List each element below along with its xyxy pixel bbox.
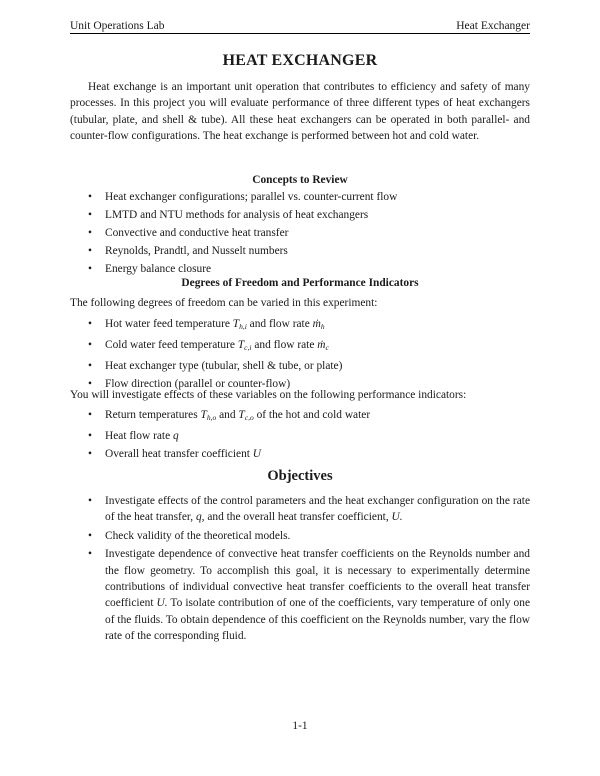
objectives-heading: Objectives [267, 468, 333, 484]
bullet-icon: • [88, 429, 92, 442]
performance-intro: You will investigate effects of these variables on the following performance indicators: [70, 389, 467, 401]
list-item: • Heat exchanger configurations; parallel vs. counter-current flow [70, 189, 530, 205]
list-item: • Hot water feed temperature $T_{h,i}$ and flow rate ṁ$_h$ [88, 318, 325, 331]
list-item: • Reynolds, Prandtl, and Nusselt numbers [70, 243, 530, 259]
list-item: • Overall heat transfer coefficient U [70, 446, 530, 462]
bullet-icon: • [88, 191, 92, 203]
bullet-icon: • [88, 226, 92, 239]
list-item: • Investigate effects of the control parameters and the heat exchanger configuration on the rate of the heat transfer, q, and the overall heat transfer coefficient, U. [88, 495, 530, 524]
bullet-icon: • [88, 409, 92, 421]
page-title: HEAT EXCHANGER [222, 52, 378, 69]
objectives-list [70, 493, 530, 647]
bullet-icon: • [88, 495, 92, 507]
bullet-icon: • [88, 262, 92, 275]
bullet-icon: • [88, 318, 92, 330]
list-item: • Energy balance closure [70, 261, 530, 277]
list-item: • Heat flow rate q [70, 428, 530, 444]
list-item: • Heat exchanger type (tubular, shell & tube, or plate) [70, 358, 530, 374]
bullet-icon: • [88, 548, 92, 561]
list-item: • Convective and conductive heat transfer [70, 225, 530, 241]
bullet-icon: • [88, 244, 92, 257]
intro-text: Heat exchange is an important unit operation that contributes to efficiency and safety of many processes. In this project you will evaluate performance of three different types of heat exchangers (tubular, plate, and shell & tube). All these heat exchangers can be operated in both parallel- and counter-flow configurations. The heat exchange is performed between hot and cold water. [70, 81, 530, 143]
degrees-list [70, 316, 530, 394]
list-item: • Return temperatures $T_{h,o}$ and $T_{c,o}$ of the hot and cold water [88, 409, 371, 422]
intro-paragraph [70, 79, 530, 145]
running-header [70, 20, 530, 34]
bullet-icon: • [88, 208, 92, 221]
list-item: • Cold water feed temperature $T_{c,i}$ and flow rate ṁ$_c$ [88, 338, 329, 352]
concepts-heading: Concepts to Review [252, 174, 348, 186]
list-item: • Check validity of the theoretical models. [70, 528, 530, 544]
performance-list [70, 407, 530, 464]
concepts-list [70, 189, 530, 279]
bullet-icon: • [88, 447, 92, 460]
header-course: Unit Operations Lab [70, 20, 165, 32]
bullet-icon: • [88, 377, 92, 390]
bullet-icon: • [88, 338, 92, 351]
degrees-heading: Degrees of Freedom and Performance Indicators [181, 277, 419, 289]
bullet-icon: • [88, 359, 92, 372]
list-item: • Flow direction (parallel or counter-flow) [70, 376, 530, 392]
header-topic: Heat Exchanger [456, 20, 530, 32]
list-item: • Investigate dependence of convective heat transfer coefficients on the Reynolds number and the flow geometry. To accomplish this goal, it is necessary to experimentally determine contributions of individual convective heat transfer coefficients to the overall heat transfer coefficient U. To isolate contribution of one of the coefficients, vary temperature of only one of the fluids. To obtain dependence of this coefficient on the Reynolds number, vary the flow rate of the corresponding fluid. [88, 548, 530, 643]
bullet-icon: • [88, 529, 92, 542]
degrees-intro: The following degrees of freedom can be varied in this experiment: [70, 297, 378, 309]
page-number: 1-1 [292, 720, 308, 732]
list-item: • LMTD and NTU methods for analysis of heat exchangers [70, 207, 530, 223]
